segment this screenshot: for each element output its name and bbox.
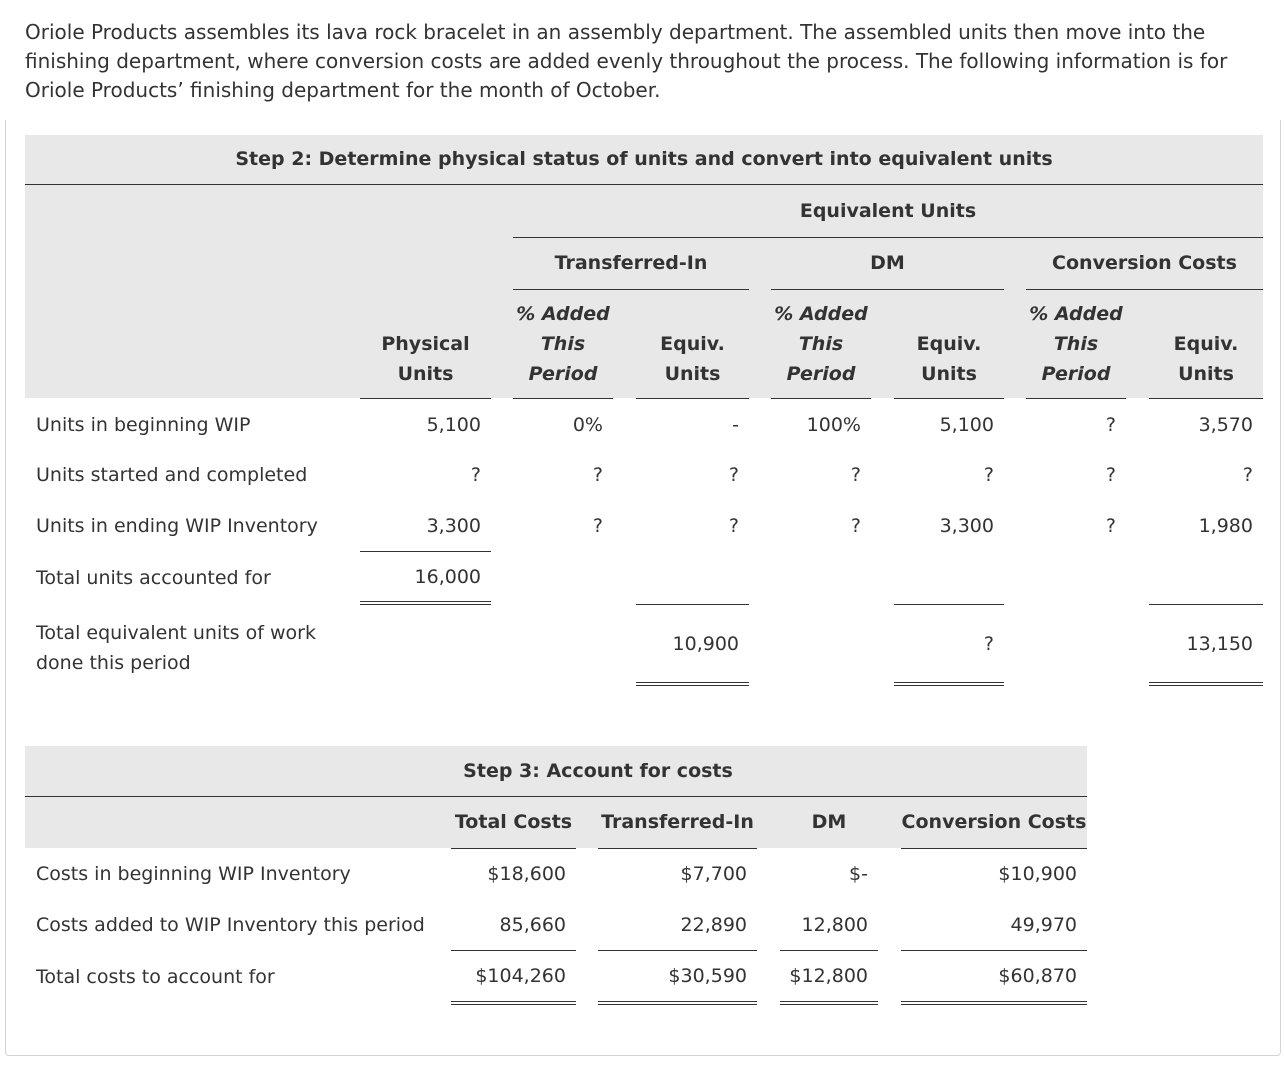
total-physical-units: 16,000 xyxy=(414,566,481,588)
physical-units-value: 3,300 xyxy=(426,515,481,537)
cc-equiv-value: 3,570 xyxy=(1198,414,1253,436)
dm-pct-value: ? xyxy=(850,464,861,486)
col-total-costs: Total Costs xyxy=(454,811,573,833)
total-costs-value: $104,260 xyxy=(475,965,566,987)
equivalent-units-label: Equivalent Units xyxy=(799,200,977,222)
dm-cost-value: $- xyxy=(849,863,868,885)
cc-pct-value: ? xyxy=(1105,464,1116,486)
total-ti-equiv: 10,900 xyxy=(672,633,739,655)
ti-pct-value: ? xyxy=(592,464,603,486)
ti-equiv-value: - xyxy=(732,414,739,436)
col-transferred-in: Transferred-In xyxy=(601,811,754,833)
col-cc-pct: % Added This Period xyxy=(1029,303,1123,385)
group-dm: DM xyxy=(870,252,905,274)
dm-equiv-value: ? xyxy=(983,464,994,486)
cc-pct-value: ? xyxy=(1105,414,1116,436)
dm-cost-value: $12,800 xyxy=(789,965,868,987)
row-label: Costs added to WIP Inventory this period xyxy=(36,914,425,936)
ti-equiv-value: ? xyxy=(728,515,739,537)
ti-cost-value: $30,590 xyxy=(668,965,747,987)
ti-cost-value: $7,700 xyxy=(680,863,747,885)
ti-equiv-value: ? xyxy=(728,464,739,486)
col-conversion-costs: Conversion Costs xyxy=(901,811,1087,833)
cc-cost-value: $10,900 xyxy=(998,863,1077,885)
total-dm-equiv: ? xyxy=(983,633,994,655)
row-label: Costs in beginning WIP Inventory xyxy=(36,863,351,885)
problem-intro: Oriole Products assembles its lava rock bracelet in an assembly department. The assembled units then move into the finishing department, where conversion costs are added evenly throughout the process. The following information is for Oriole Products’ finishing department for the month of October. xyxy=(25,20,1228,102)
row-label: Total costs to account for xyxy=(36,966,275,988)
col-cc-equiv: Equiv. Units xyxy=(1173,333,1239,385)
ti-pct-value: ? xyxy=(592,515,603,537)
col-dm-pct: % Added This Period xyxy=(774,303,868,385)
col-physical-units: Physical Units xyxy=(381,333,470,385)
step3-title: Step 3: Account for costs xyxy=(463,760,733,782)
group-transferred-in: Transferred-In xyxy=(554,252,708,274)
dm-pct-value: ? xyxy=(850,515,861,537)
col-ti-equiv: Equiv. Units xyxy=(660,333,725,385)
group-conversion-costs: Conversion Costs xyxy=(1052,252,1237,274)
row-label: Total equivalent units of work done this period xyxy=(36,622,316,674)
dm-pct-value: 100% xyxy=(806,414,861,436)
physical-units-value: 5,100 xyxy=(426,414,481,436)
total-costs-value: 85,660 xyxy=(499,914,566,936)
total-cc-equiv: 13,150 xyxy=(1186,633,1253,655)
cc-cost-value: 49,970 xyxy=(1010,914,1077,936)
row-label: Units in beginning WIP xyxy=(36,414,251,436)
col-dm: DM xyxy=(811,811,847,833)
cc-equiv-value: ? xyxy=(1242,464,1253,486)
cc-cost-value: $60,870 xyxy=(998,965,1077,987)
row-label: Total units accounted for xyxy=(36,567,271,589)
cc-equiv-value: 1,980 xyxy=(1198,515,1253,537)
ti-pct-value: 0% xyxy=(572,414,603,436)
dm-equiv-value: 3,300 xyxy=(939,515,994,537)
col-ti-pct: % Added This Period xyxy=(516,303,610,385)
total-costs-value: $18,600 xyxy=(487,863,566,885)
col-dm-equiv: Equiv. Units xyxy=(916,333,982,385)
cc-pct-value: ? xyxy=(1105,515,1116,537)
row-label: Units in ending WIP Inventory xyxy=(36,515,318,537)
dm-cost-value: 12,800 xyxy=(801,914,868,936)
step2-title: Step 2: Determine physical status of units and convert into equivalent units xyxy=(235,148,1053,170)
dm-equiv-value: 5,100 xyxy=(939,414,994,436)
physical-units-value: ? xyxy=(470,464,481,486)
row-label: Units started and completed xyxy=(36,464,308,486)
ti-cost-value: 22,890 xyxy=(680,914,747,936)
